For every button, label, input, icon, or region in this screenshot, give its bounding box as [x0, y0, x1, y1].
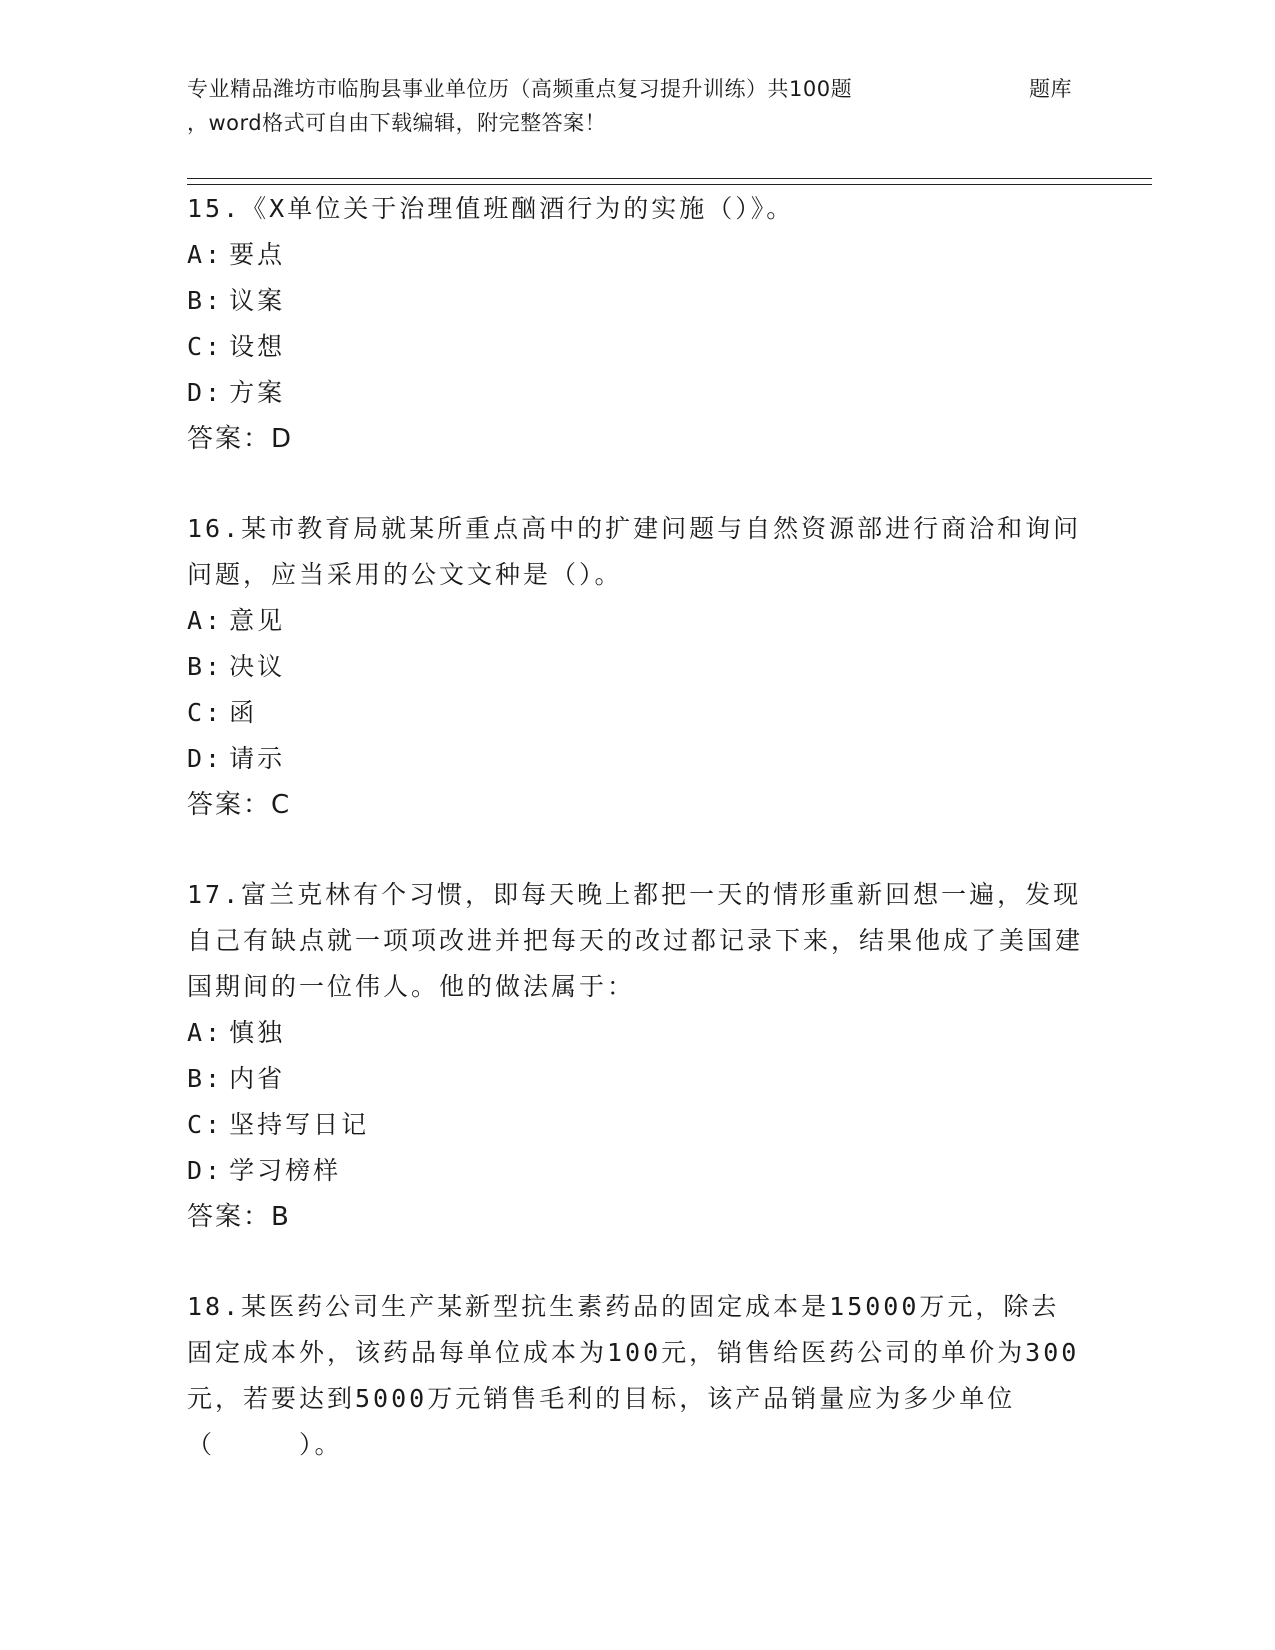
option-letter: D: — [187, 1156, 224, 1185]
option-letter: C: — [187, 332, 224, 361]
option-letter: D: — [187, 744, 224, 773]
question-18 — [187, 1284, 1087, 1468]
option-text: 慎独 — [229, 1018, 286, 1047]
answer: 答案：D — [187, 424, 294, 454]
option-text: 请示 — [229, 744, 286, 773]
header-tag: 题库 — [1029, 77, 1072, 101]
spacer — [187, 462, 1087, 506]
option-text: 设想 — [229, 332, 286, 361]
option-text: 学习榜样 — [229, 1156, 342, 1185]
option-text: 内省 — [229, 1064, 286, 1093]
option-b — [187, 644, 1087, 690]
question-17 — [187, 872, 1087, 1240]
question-text: 15.《X单位关于治理值班酗酒行为的实施（）》。 — [187, 194, 795, 223]
option-letter: D: — [187, 378, 224, 407]
spacer — [187, 828, 1087, 872]
option-a — [187, 598, 1087, 644]
option-a — [187, 1010, 1087, 1056]
header-line-2: ，word格式可自由下载编辑，附完整答案！ — [187, 111, 607, 135]
question-16 — [187, 506, 1087, 828]
option-text: 坚持写日记 — [229, 1110, 370, 1139]
option-a — [187, 232, 1087, 278]
option-letter: A: — [187, 1018, 224, 1047]
question-text: 17.富兰克林有个习惯，即每天晚上都把一天的情形重新回想一遍，发现自己有缺点就一项项改进并把每天的改过都记录下来，结果他成了美国建国期间的一位伟人。他的做法属于： — [187, 880, 1084, 1001]
header-title: 专业精品潍坊市临朐县事业单位历（高频重点复习提升训练）共100题 — [187, 77, 853, 101]
answer: 答案：C — [187, 790, 292, 820]
header-divider-bottom — [187, 184, 1152, 185]
spacer — [187, 1240, 1087, 1284]
option-d — [187, 736, 1087, 782]
option-text: 方案 — [229, 378, 286, 407]
option-c — [187, 690, 1087, 736]
option-letter: C: — [187, 1110, 224, 1139]
option-b — [187, 1056, 1087, 1102]
option-c — [187, 324, 1087, 370]
option-d — [187, 370, 1087, 416]
option-letter: B: — [187, 652, 224, 681]
option-text: 函 — [229, 698, 258, 727]
option-c — [187, 1102, 1087, 1148]
question-text: 18.某医药公司生产某新型抗生素药品的固定成本是15000万元，除去固定成本外，该药品每单位成本为100元，销售给医药公司的单价为300元，若要达到5000万元销售毛利的目标，该产品销量应为多少单位（ ）。 — [187, 1292, 1080, 1459]
question-list — [187, 186, 1087, 1468]
option-letter: C: — [187, 698, 224, 727]
header-line-1 — [187, 72, 1087, 106]
question-15 — [187, 186, 1087, 462]
option-letter: A: — [187, 240, 224, 269]
option-text: 议案 — [229, 286, 286, 315]
option-letter: B: — [187, 286, 224, 315]
option-text: 要点 — [229, 240, 286, 269]
option-d — [187, 1148, 1087, 1194]
option-text: 决议 — [229, 652, 286, 681]
answer: 答案：B — [187, 1202, 291, 1232]
option-text: 意见 — [229, 606, 286, 635]
option-letter: B: — [187, 1064, 224, 1093]
question-text: 16.某市教育局就某所重点高中的扩建问题与自然资源部进行商洽和询问问题，应当采用的公文文种是（）。 — [187, 514, 1082, 589]
option-letter: A: — [187, 606, 224, 635]
header-divider-top — [187, 178, 1152, 179]
document-header — [187, 72, 1087, 140]
option-b — [187, 278, 1087, 324]
